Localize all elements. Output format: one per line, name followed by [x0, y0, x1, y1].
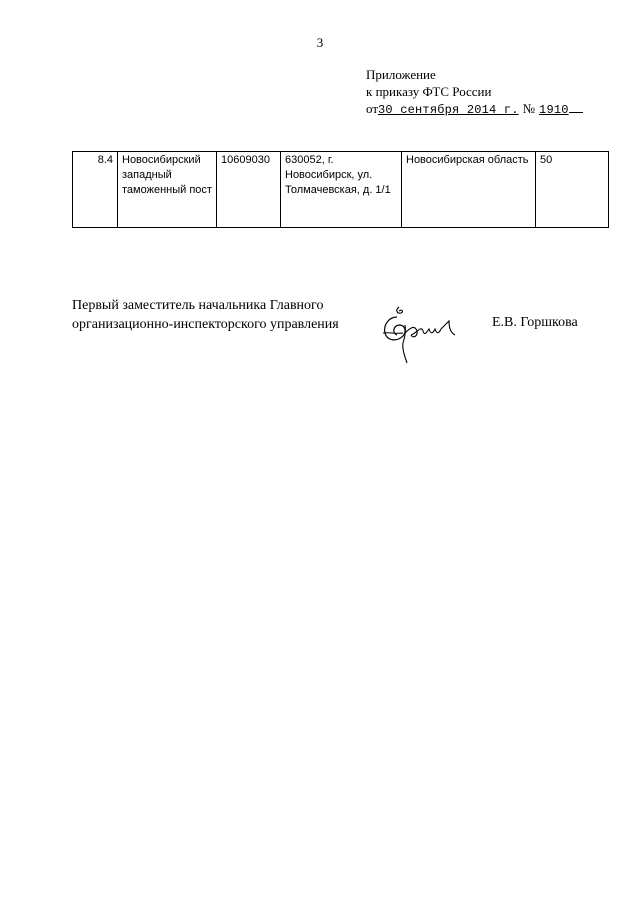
- post-value: 50: [536, 152, 609, 228]
- order-number: 1910: [539, 103, 569, 117]
- position-line-1: Первый заместитель начальника Главного: [72, 298, 324, 313]
- appendix-header: [366, 66, 606, 119]
- position-line-2: организационно-инспекторского управления: [72, 317, 339, 332]
- page-number: 3: [316, 35, 324, 50]
- post-region: Новосибирская область: [402, 152, 536, 228]
- table-row: [73, 152, 609, 228]
- order-date: 30 сентября 2014 г.: [378, 103, 519, 117]
- handwritten-signature: [375, 303, 460, 365]
- date-prefix: от: [366, 101, 379, 116]
- signatory-position: [72, 296, 339, 334]
- row-index: 8.4: [73, 152, 118, 228]
- order-date-line: [366, 100, 606, 119]
- number-prefix: №: [522, 101, 536, 116]
- post-code: 10609030: [217, 152, 281, 228]
- order-underline: [569, 111, 583, 113]
- post-address: 630052, г. Новосибирск, ул. Толмачевская, д. 1/1: [281, 152, 402, 228]
- customs-post-table: [72, 151, 609, 228]
- appendix-title: Приложение: [366, 67, 436, 82]
- post-name: Новосибирский западный таможенный пост: [118, 152, 217, 228]
- appendix-order: к приказу ФТС России: [366, 84, 492, 99]
- signer-name: Е.В. Горшкова: [492, 315, 578, 330]
